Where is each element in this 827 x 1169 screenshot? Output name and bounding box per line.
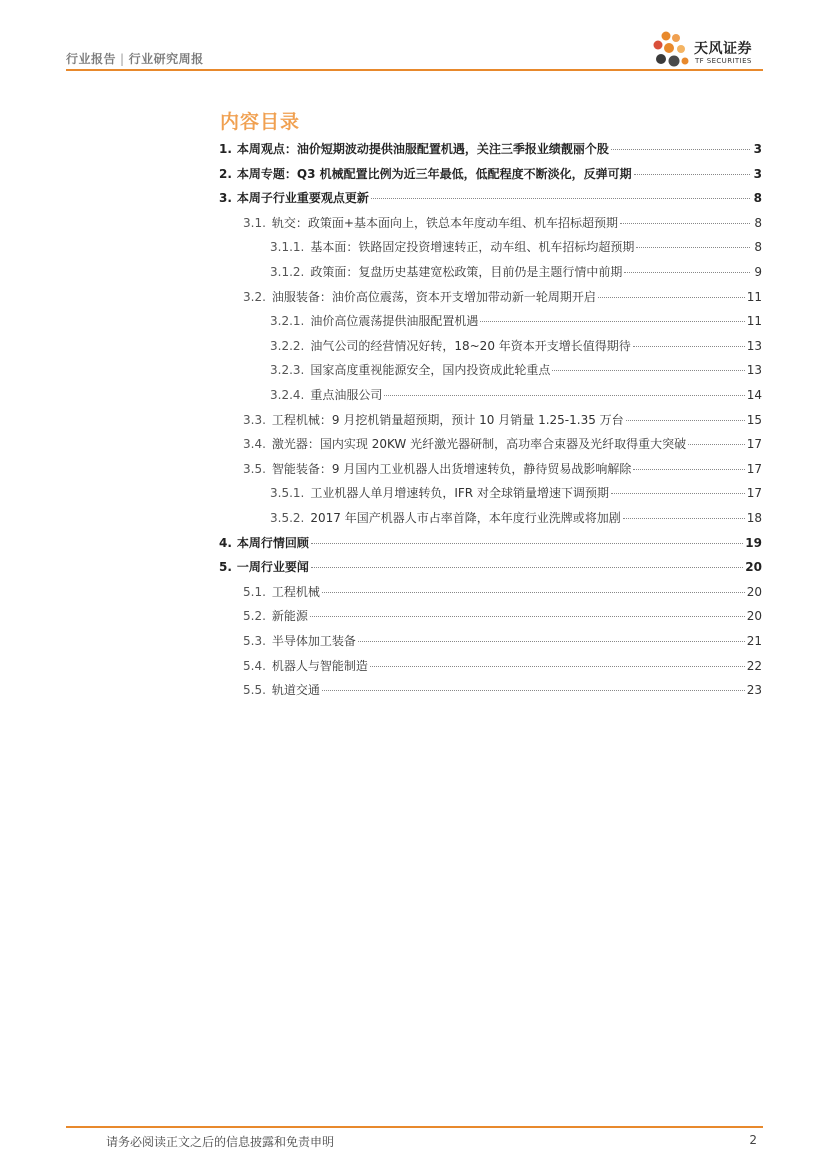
- report-subtype: 行业研究周报: [128, 52, 204, 66]
- toc-leader-dots: [633, 457, 744, 470]
- toc-entry-number: 5.: [219, 560, 232, 575]
- toc-entry-page: 20: [745, 560, 762, 575]
- toc-entry-number: 3.1.2.: [270, 265, 305, 279]
- toc-entry-page: 8: [753, 191, 762, 206]
- toc-entry[interactable]: [243, 411, 762, 429]
- toc-entry-number: 5.4.: [243, 658, 266, 673]
- toc-entry-number: 3.3.: [243, 412, 266, 427]
- toc-entry-page: 17: [746, 486, 762, 501]
- toc-leader-dots: [371, 186, 750, 199]
- toc-entry[interactable]: [243, 435, 762, 453]
- toc-leader-dots: [611, 137, 750, 150]
- logo-flower-icon: [650, 28, 694, 72]
- toc-leader-dots: [623, 506, 745, 519]
- toc-entry-page: 21: [746, 634, 762, 648]
- toc-leader-dots: [310, 604, 745, 617]
- toc-entry-page: 23: [746, 683, 762, 698]
- toc-entry-title: 油价高位震荡提供油服配置机遇: [310, 314, 479, 329]
- toc-leader-dots: [311, 531, 743, 544]
- footer-disclaimer: 请务必阅读正文之后的信息披露和免责申明: [106, 1135, 335, 1149]
- toc-entry-title: 油气公司的经营情况好转，18~20 年资本开支增长值得期待: [310, 338, 631, 353]
- toc-entry-title: 本周观点：油价短期波动提供油服配置机遇，关注三季报业绩靓丽个股: [236, 142, 609, 156]
- logo-chinese-name: 天风证券: [694, 41, 752, 57]
- toc-entry-page: 11: [746, 289, 762, 304]
- toc-entry-page: 22: [746, 658, 762, 673]
- toc-entry-title: 2017 年国产机器人市占率首降，本年度行业洗牌或将加剧: [310, 511, 621, 525]
- toc-entry[interactable]: [270, 361, 762, 379]
- toc-entry[interactable]: [219, 189, 762, 207]
- toc-entry-page: 19: [745, 535, 762, 550]
- toc-entry-number: 5.1.: [243, 584, 266, 599]
- header-divider: [66, 69, 763, 71]
- toc-entry-page: 11: [746, 314, 762, 329]
- toc-entry-page: 3: [753, 142, 762, 156]
- toc-entry-title: 国家高度重视能源安全，国内投资成此轮重点: [310, 363, 551, 378]
- toc-leader-dots: [636, 235, 750, 248]
- toc-entry-page: 8: [754, 240, 762, 255]
- page-number: 2: [749, 1133, 757, 1147]
- toc-entry-title: 机器人与智能制造: [271, 658, 368, 673]
- toc-entry-title: 激光器：国内实现 20KW 光纤激光器研制，高功率合束器及光纤取得重大突破: [271, 437, 687, 452]
- toc-entry-title: 本周行情回顾: [236, 535, 309, 550]
- toc-leader-dots: [626, 408, 745, 421]
- toc-entry[interactable]: [243, 632, 762, 650]
- toc-entry-page: 18: [746, 511, 762, 525]
- toc-entry-page: 3: [753, 166, 762, 181]
- toc-leader-dots: [611, 481, 745, 494]
- toc-entry-title: 本周子行业重要观点更新: [236, 191, 369, 206]
- toc-entry-title: 政策面：复盘历史基建宽松政策，目前仍是主题行情中前期: [310, 265, 623, 279]
- toc-entry-number: 3.2.: [243, 289, 266, 304]
- toc-entry[interactable]: [219, 140, 762, 158]
- toc-title: 内容目录: [220, 111, 301, 133]
- toc-entry-title: 轨道交通: [271, 683, 320, 698]
- toc-leader-dots: [311, 555, 743, 568]
- toc-entry-number: 5.3.: [243, 634, 266, 648]
- logo-english-name: TF SECURITIES: [695, 57, 752, 65]
- toc-entry-page: 14: [746, 388, 762, 402]
- footer-divider: [66, 1126, 763, 1128]
- toc-entry-number: 3.2.1.: [270, 314, 305, 329]
- toc-entry[interactable]: [243, 460, 762, 478]
- toc-entry-page: 20: [746, 584, 762, 599]
- toc-entry-number: 5.5.: [243, 683, 266, 698]
- toc-leader-dots: [624, 260, 750, 273]
- toc-entry-number: 4.: [219, 535, 232, 550]
- toc-entry[interactable]: [270, 312, 762, 330]
- toc-entry-number: 3.2.3.: [270, 363, 305, 378]
- toc-entry[interactable]: [219, 165, 762, 183]
- toc-entry-number: 3.1.1.: [270, 240, 305, 255]
- toc-entry-page: 8: [754, 215, 762, 230]
- toc-leader-dots: [370, 654, 745, 667]
- toc-entry[interactable]: [270, 484, 762, 502]
- toc-entry-title: 新能源: [271, 609, 308, 624]
- toc-entry[interactable]: [219, 534, 762, 552]
- toc-entry-title: 本周专题：Q3 机械配置比例为近三年最低，低配程度不断淡化，反弹可期: [236, 166, 632, 181]
- toc-leader-dots: [322, 580, 745, 593]
- toc-entry[interactable]: [243, 607, 762, 625]
- toc-entry-number: 3.5.2.: [270, 511, 305, 525]
- toc-entry-title: 一周行业要闻: [236, 560, 309, 575]
- toc-entry-page: 9: [754, 265, 762, 279]
- toc-entry-title: 工程机械：9 月挖机销量超预期，预计 10 月销量 1.25-1.35 万台: [271, 412, 624, 427]
- toc-entry[interactable]: [270, 337, 762, 355]
- toc-entry-number: 3.5.: [243, 461, 266, 476]
- toc-entry-title: 工程机械: [271, 584, 320, 599]
- toc-entry-title: 重点油服公司: [310, 388, 383, 402]
- toc-entry[interactable]: [270, 238, 762, 256]
- header-separator: |: [120, 52, 125, 66]
- toc-entry[interactable]: [243, 657, 762, 675]
- toc-entry[interactable]: [243, 214, 762, 232]
- toc-entry-title: 半导体加工装备: [271, 634, 356, 648]
- toc-entry[interactable]: [243, 583, 762, 601]
- toc-entry[interactable]: [243, 288, 762, 306]
- toc-entry-number: 3.2.4.: [270, 388, 305, 402]
- toc-entry-number: 3.4.: [243, 437, 266, 452]
- toc-entry-page: 17: [746, 461, 762, 476]
- toc-entry-title: 工业机器人单月增速转负，IFR 对全球销量增速下调预期: [310, 486, 609, 501]
- report-category: [66, 50, 204, 67]
- toc-entry-number: 1.: [219, 142, 232, 156]
- toc-entry-number: 3.5.1.: [270, 486, 305, 501]
- toc-entry-title: 智能装备：9 月国内工业机器人出货增速转负，静待贸易战影响解除: [271, 461, 632, 476]
- toc-leader-dots: [633, 334, 745, 347]
- toc-leader-dots: [384, 383, 744, 396]
- toc-entry[interactable]: [270, 386, 762, 404]
- report-type: 行业报告: [66, 52, 117, 66]
- toc-entry-page: 20: [746, 609, 762, 624]
- toc-entry-number: 2.: [219, 166, 232, 181]
- toc-leader-dots: [480, 309, 744, 322]
- toc-entry-page: 15: [746, 412, 762, 427]
- toc-entry[interactable]: [219, 558, 762, 576]
- toc-leader-dots: [620, 211, 750, 224]
- toc-leader-dots: [688, 432, 745, 445]
- toc-entry[interactable]: [270, 509, 762, 527]
- toc-entry[interactable]: [270, 263, 762, 281]
- toc-entry-number: 5.2.: [243, 609, 266, 624]
- toc-leader-dots: [358, 629, 745, 642]
- toc-leader-dots: [634, 162, 750, 175]
- toc-leader-dots: [552, 358, 744, 371]
- toc-entry-page: 13: [746, 338, 762, 353]
- toc-entry-title: 基本面：铁路固定投资增速转正，动车组、机车招标均超预期: [310, 240, 635, 255]
- toc-entry-title: 油服装备：油价高位震荡，资本开支增加带动新一轮周期开启: [271, 289, 596, 304]
- toc-entry-number: 3.: [219, 191, 232, 206]
- toc-leader-dots: [598, 285, 745, 298]
- company-logo: [650, 28, 765, 72]
- toc-entry-number: 3.2.2.: [270, 338, 305, 353]
- toc-entry[interactable]: [243, 681, 762, 699]
- toc-leader-dots: [322, 678, 745, 691]
- toc-entry-title: 轨交：政策面+基本面向上，铁总本年度动车组、机车招标超预期: [271, 215, 618, 230]
- toc-entry-page: 17: [746, 437, 762, 452]
- toc-entry-page: 13: [746, 363, 762, 378]
- toc-entry-number: 3.1.: [243, 215, 266, 230]
